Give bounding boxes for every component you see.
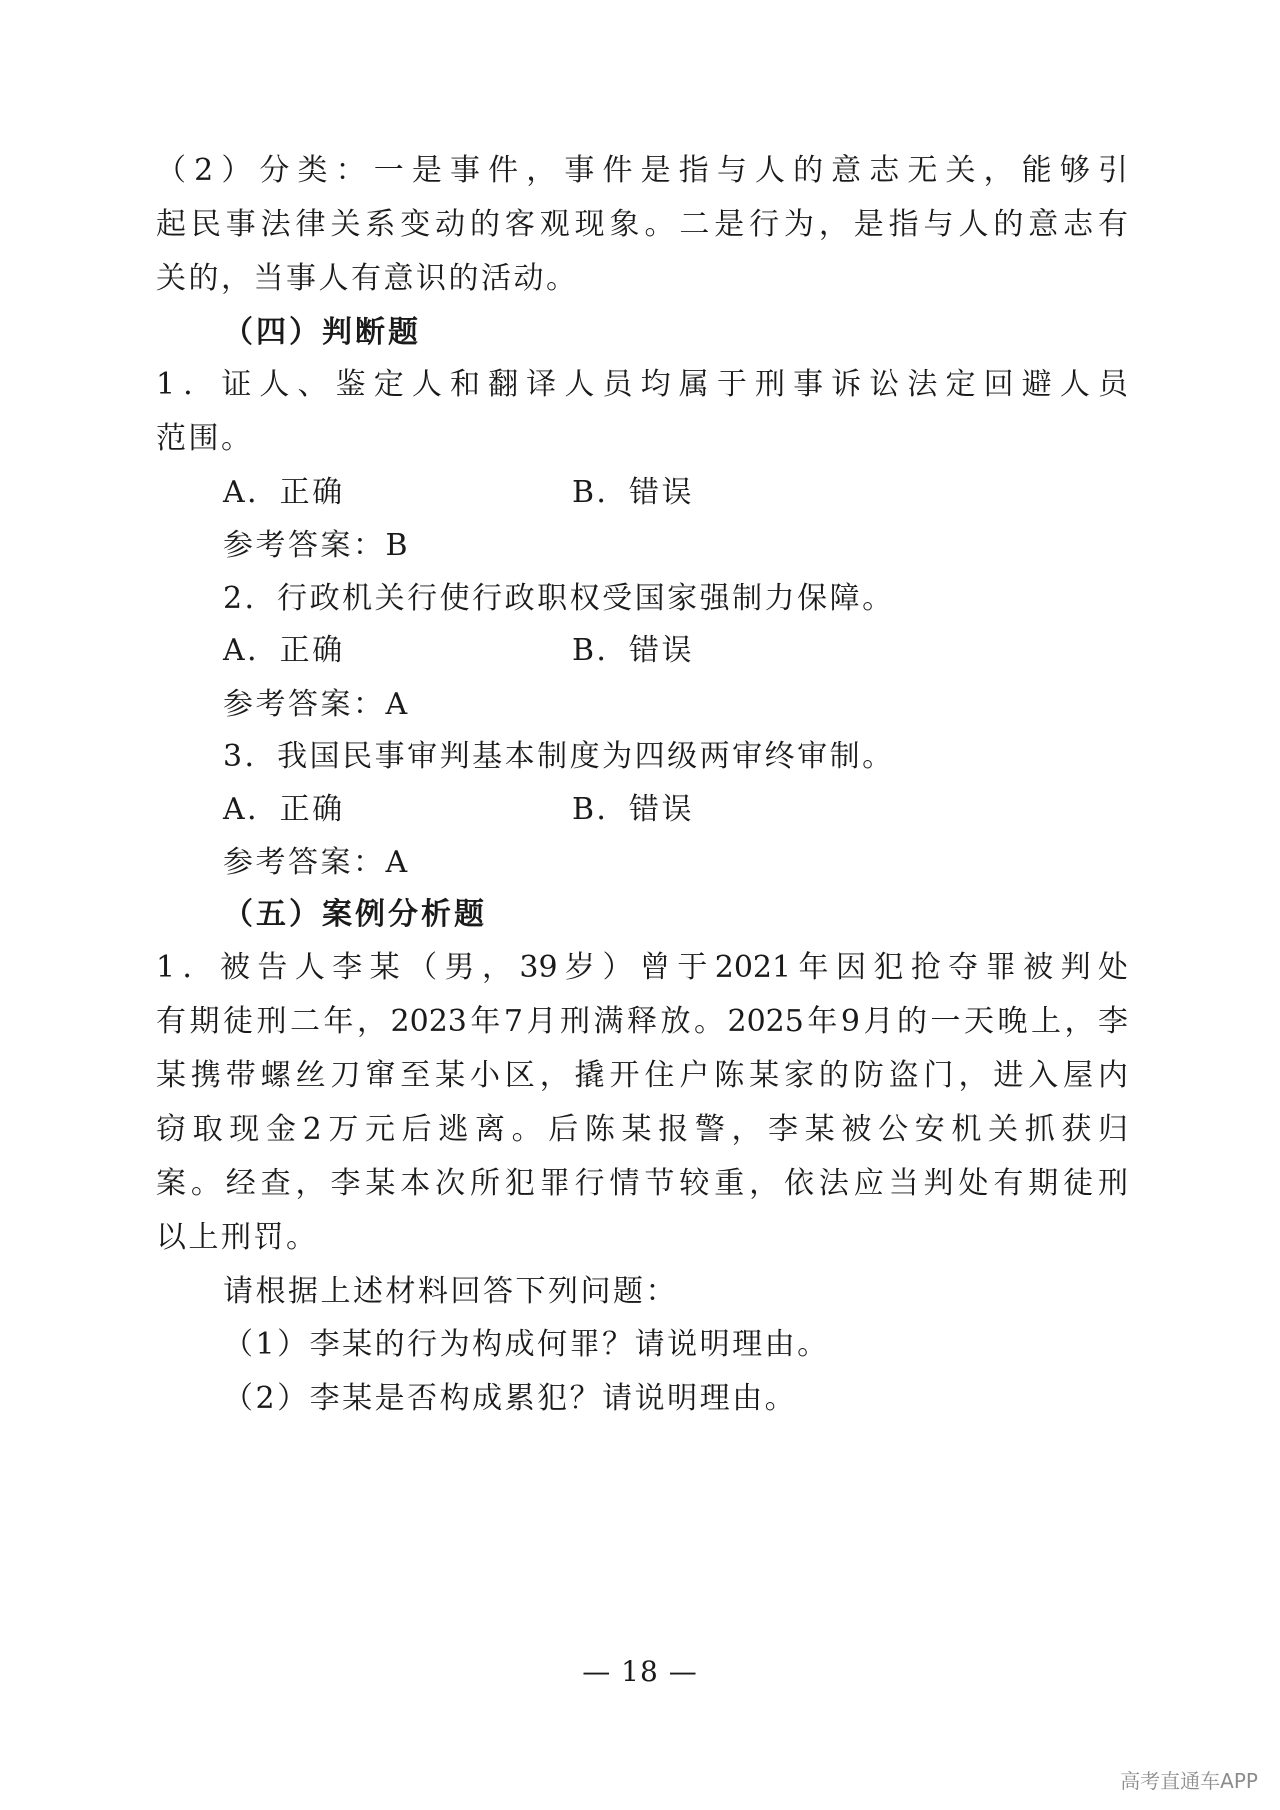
page-number: — 18 — bbox=[582, 1655, 698, 1688]
watermark-text: 高考直通车APP bbox=[1120, 1769, 1258, 1793]
case-1-line-2: 有期徒刑二年，2023年7月刑满释放。2025年9月的一天晚上，李 bbox=[156, 1004, 1128, 1039]
question-1-line-2: 范围。 bbox=[156, 421, 254, 456]
question-1-option-a: A．正确 bbox=[223, 475, 345, 510]
case-1-line-3: 某携带螺丝刀窜至某小区，撬开住户陈某家的防盗门，进入屋内 bbox=[156, 1058, 1128, 1093]
case-1-line-4: 窃取现金2万元后逃离。后陈某报警，李某被公安机关抓获归 bbox=[156, 1112, 1128, 1147]
question-3-option-b: B．错误 bbox=[572, 792, 695, 827]
case-1-subquestion-1: （1）李某的行为构成何罪？请说明理由。 bbox=[223, 1327, 830, 1362]
case-1-line-5: 案。经查，李某本次所犯罪行情节较重，依法应当判处有期徒刑 bbox=[156, 1166, 1128, 1201]
case-1-prompt: 请根据上述材料回答下列问题： bbox=[223, 1274, 678, 1309]
question-3-option-a: A．正确 bbox=[223, 792, 345, 827]
question-1-line-1: 1．证人、鉴定人和翻译人员均属于刑事诉讼法定回避人员 bbox=[156, 367, 1128, 402]
question-1-answer: 参考答案：B bbox=[223, 528, 411, 563]
case-1-line-1: 1．被告人李某（男，39岁）曾于2021年因犯抢夺罪被判处 bbox=[156, 950, 1128, 985]
question-2-answer: 参考答案：A bbox=[223, 687, 410, 722]
question-1-option-b: B．错误 bbox=[572, 475, 695, 510]
section-heading-case-analysis: （五）案例分析题 bbox=[223, 897, 487, 932]
section-heading-true-false: （四）判断题 bbox=[223, 315, 421, 350]
classification-line-2: 起民事法律关系变动的客观现象。二是行为，是指与人的意志有 bbox=[156, 207, 1128, 242]
question-2-line-1: 2．行政机关行使行政职权受国家强制力保障。 bbox=[223, 581, 895, 616]
classification-line-1: （2）分类：一是事件，事件是指与人的意志无关，能够引 bbox=[156, 153, 1128, 188]
question-2-option-b: B．错误 bbox=[572, 633, 695, 668]
question-2-option-a: A．正确 bbox=[223, 633, 345, 668]
case-1-line-6: 以上刑罚。 bbox=[156, 1220, 319, 1255]
case-1-subquestion-2: （2）李某是否构成累犯？请说明理由。 bbox=[223, 1381, 798, 1416]
classification-line-3: 关的，当事人有意识的活动。 bbox=[156, 261, 579, 296]
question-3-answer: 参考答案：A bbox=[223, 845, 410, 880]
question-3-line-1: 3．我国民事审判基本制度为四级两审终审制。 bbox=[223, 739, 895, 774]
